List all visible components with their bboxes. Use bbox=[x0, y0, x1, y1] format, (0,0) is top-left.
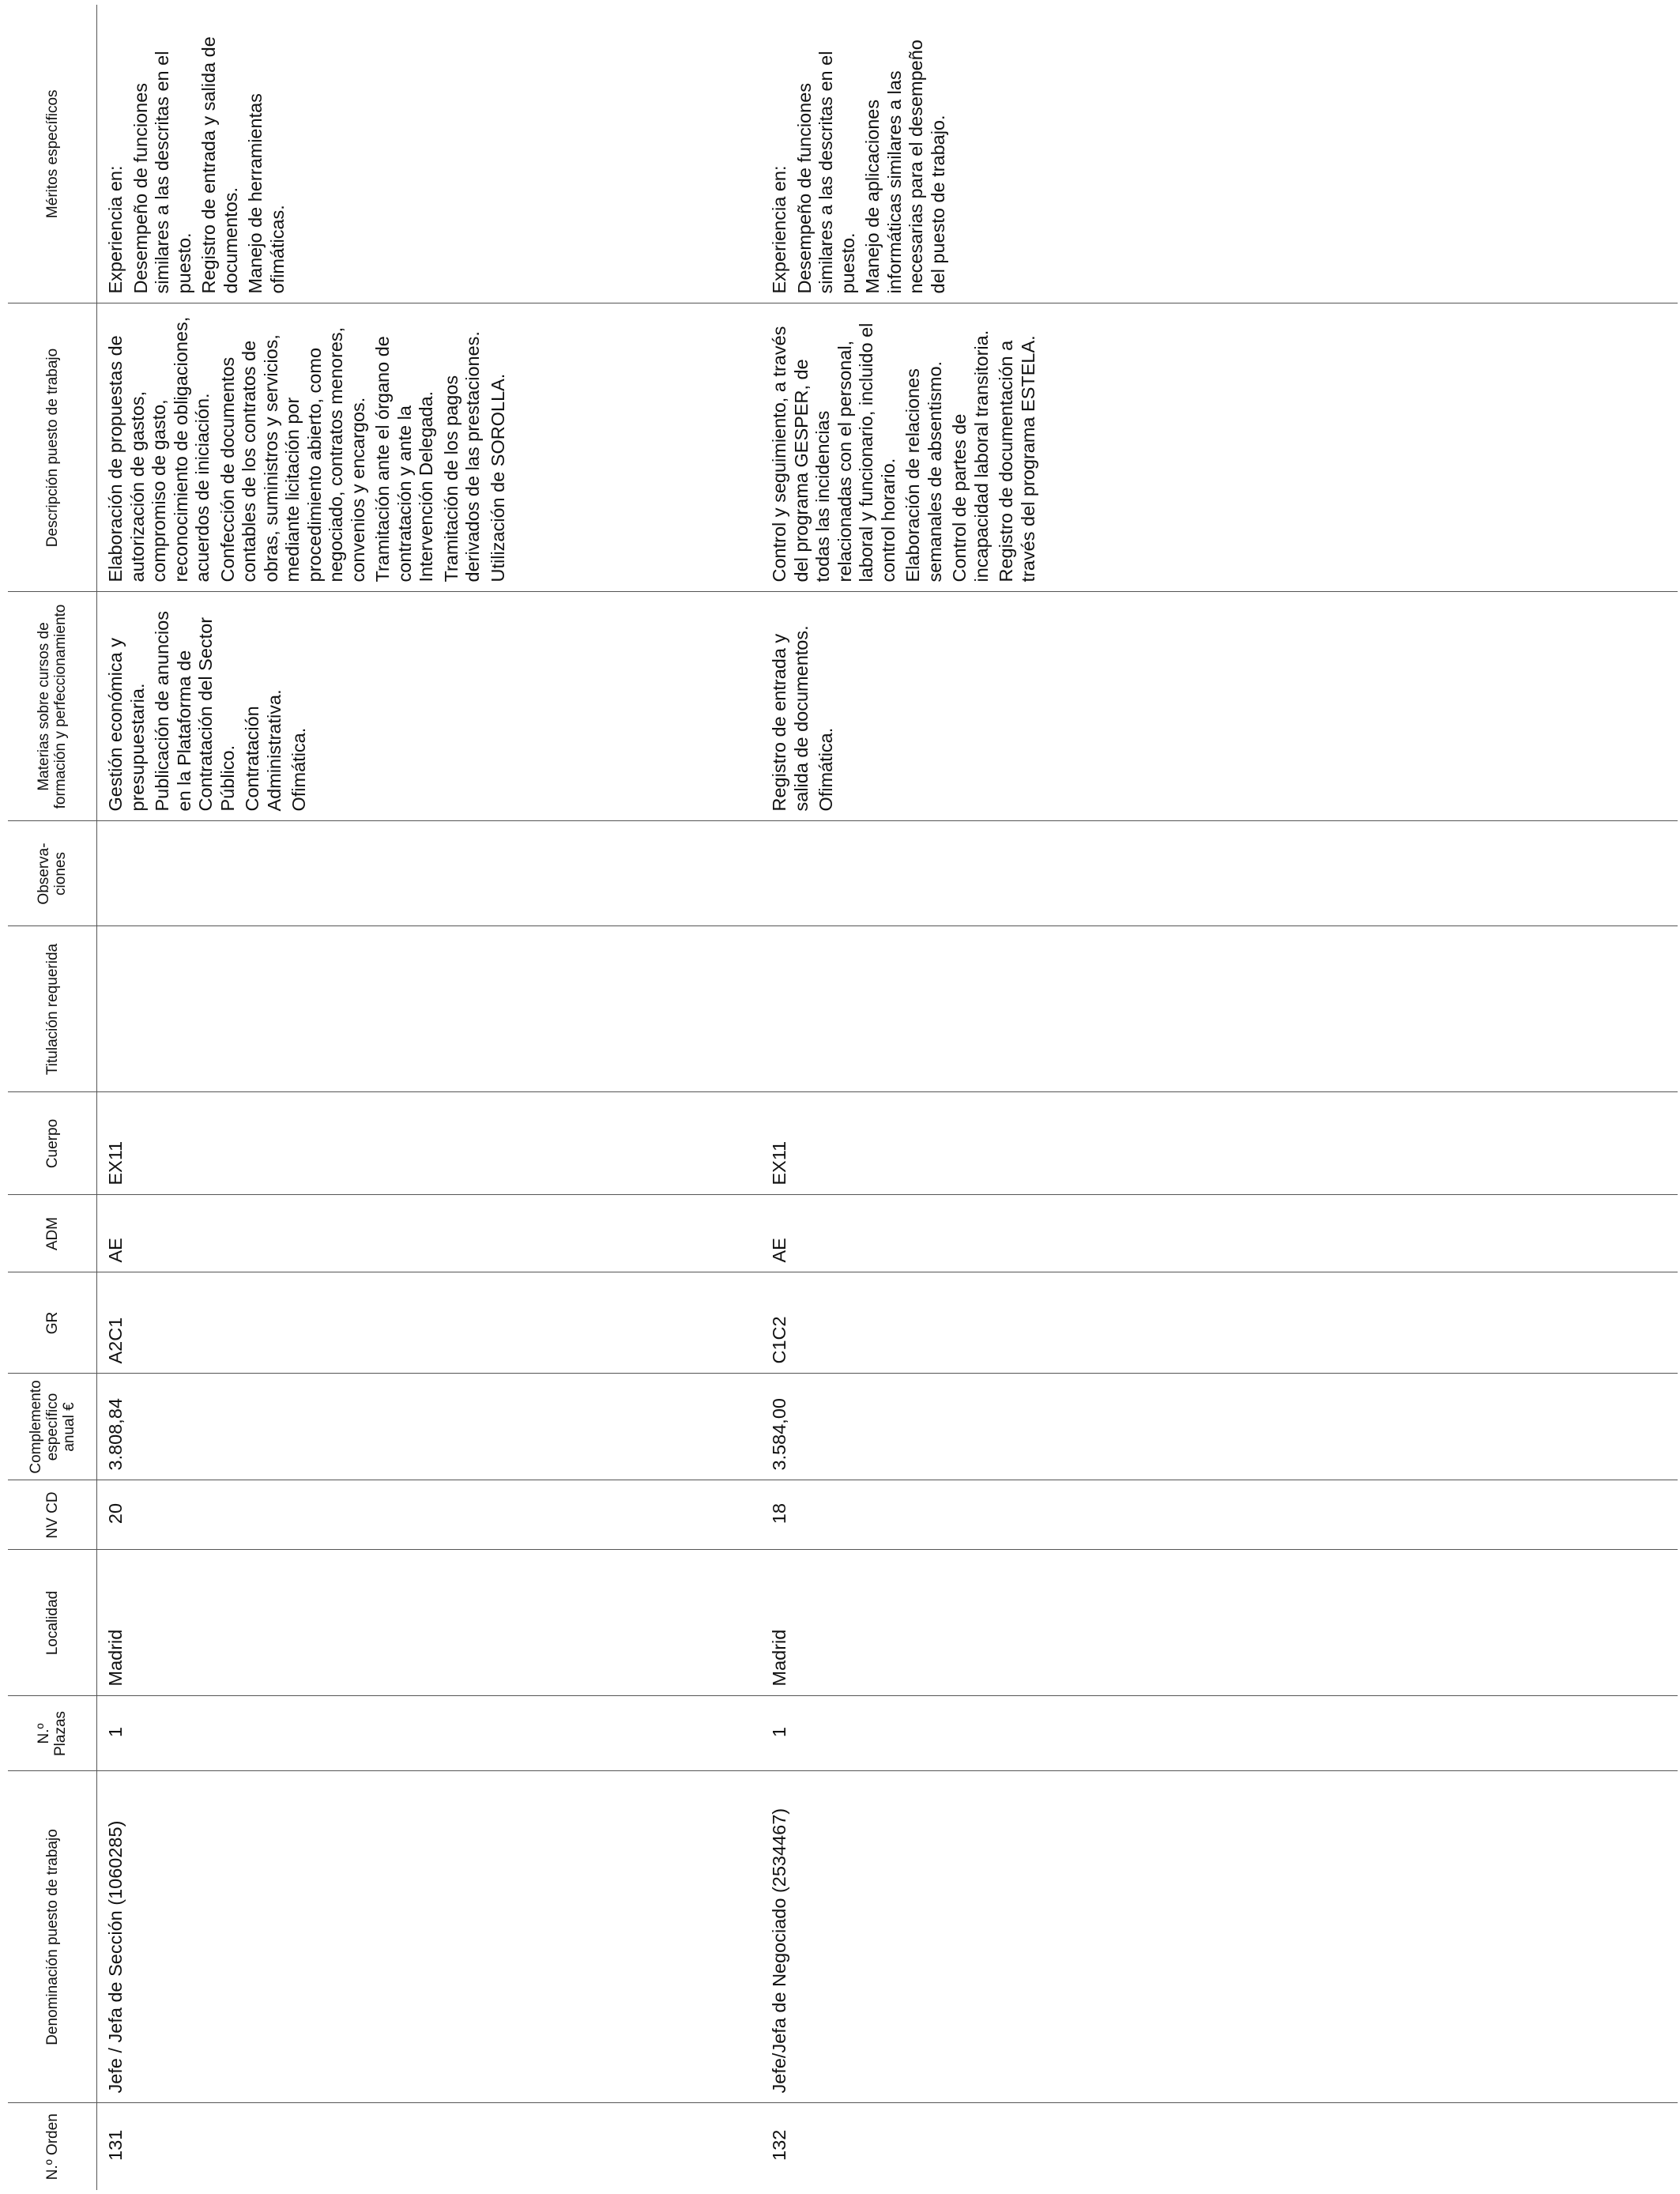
col-header-orden: N.º Orden bbox=[8, 2103, 97, 2190]
merito-item: Desempeño de funciones similares a las descritas en el puesto. bbox=[793, 51, 858, 294]
col-header-grupo: GR bbox=[8, 1272, 97, 1374]
descripcion-item: Registro de documentación a través del programa ESTELA. bbox=[996, 335, 1038, 582]
cell-descripcion bbox=[97, 303, 762, 592]
cell-descripcion bbox=[761, 303, 1678, 592]
merito-item: Registro de entrada y salida de documentos. bbox=[198, 36, 241, 294]
merito-item: Experiencia en: bbox=[769, 165, 789, 294]
cell-localidad: Madrid bbox=[761, 1550, 1678, 1696]
cell-complemento: 3.808,84 bbox=[97, 1374, 762, 1480]
descripcion-item: Control de partes de incapacidad laboral transitoria. bbox=[949, 330, 992, 582]
cell-nivel: 18 bbox=[761, 1480, 1678, 1550]
cell-plazas: 1 bbox=[97, 1696, 762, 1771]
col-header-observaciones: Observa- ciones bbox=[8, 821, 97, 926]
col-header-localidad: Localidad bbox=[8, 1550, 97, 1696]
descripcion-item: Utilización de SOROLLA. bbox=[487, 373, 508, 582]
cell-localidad: Madrid bbox=[97, 1550, 762, 1696]
materia-item: Registro de entrada y salida de documentos. bbox=[769, 625, 812, 812]
table-row bbox=[97, 5, 762, 2190]
col-header-adm: ADM bbox=[8, 1195, 97, 1272]
materia-item: Ofimática. bbox=[288, 727, 309, 812]
table-row bbox=[761, 5, 1678, 2190]
col-header-nivel: NV CD bbox=[8, 1480, 97, 1550]
cell-meritos bbox=[761, 5, 1678, 303]
cell-grupo: C1C2 bbox=[761, 1272, 1678, 1374]
cell-observaciones bbox=[761, 821, 1678, 926]
merito-item: Experiencia en: bbox=[105, 165, 126, 294]
col-header-complemento: Complemento específico anual € bbox=[8, 1374, 97, 1480]
cell-plazas: 1 bbox=[761, 1696, 1678, 1771]
cell-cuerpo: EX11 bbox=[97, 1092, 762, 1195]
header-row bbox=[8, 5, 97, 2190]
col-header-meritos: Méritos específicos bbox=[8, 5, 97, 303]
col-header-denominacion: Denominación puesto de trabajo bbox=[8, 1771, 97, 2103]
materia-item: Ofimática. bbox=[816, 727, 836, 812]
cell-materias bbox=[761, 592, 1678, 821]
descripcion-item: Elaboración de propuestas de autorización de gastos, compromiso de gasto, reconocimiento de obligaciones, acuerdos de iniciación. bbox=[105, 316, 213, 582]
descripcion-item: Tramitación de los pagos derivados de las prestaciones. bbox=[440, 331, 483, 582]
descripcion-item: Control y seguimiento, a través del programa GESPER, de todas las incidencias relacionadas con el personal, laboral y funcionario, incluido el control horario. bbox=[769, 322, 898, 582]
col-header-titulacion: Titulación requerida bbox=[8, 926, 97, 1092]
descripcion-item: Confección de documentos contables de los contratos de obras, suministros y servicios, mediante licitación por procedimiento abierto, como negociado, contratos menores, convenios y encargos. bbox=[217, 326, 368, 582]
descripcion-item: Elaboración de relaciones semanales de absentismo. bbox=[902, 360, 945, 582]
puestos-table bbox=[8, 5, 1678, 2190]
cell-orden: 132 bbox=[761, 2103, 1678, 2190]
cell-cuerpo: EX11 bbox=[761, 1092, 1678, 1195]
merito-item: Manejo de aplicaciones informáticas similares a las necesarias para el desempeño del puesto de trabajo. bbox=[862, 40, 948, 294]
cell-grupo: A2C1 bbox=[97, 1272, 762, 1374]
col-header-materias: Materias sobre cursos de formación y perfeccionamiento bbox=[8, 592, 97, 821]
materia-item: Publicación de anuncios en la Plataforma de Contratación del Sector Público. bbox=[152, 611, 238, 812]
materia-item: Gestión económica y presupuestaria. bbox=[105, 638, 148, 812]
col-header-plazas: N.º Plazas bbox=[8, 1696, 97, 1771]
cell-titulacion bbox=[761, 926, 1678, 1092]
cell-orden: 131 bbox=[97, 2103, 762, 2190]
cell-nivel: 20 bbox=[97, 1480, 762, 1550]
descripcion-item: Tramitación ante el órgano de contratación y ante la Intervención Delegada. bbox=[372, 336, 436, 582]
cell-titulacion bbox=[97, 926, 762, 1092]
col-header-descripcion: Descripción puesto de trabajo bbox=[8, 303, 97, 592]
merito-item: Desempeño de funciones similares a las descritas en el puesto. bbox=[130, 51, 194, 294]
cell-complemento: 3.584,00 bbox=[761, 1374, 1678, 1480]
cell-observaciones bbox=[97, 821, 762, 926]
cell-meritos bbox=[97, 5, 762, 303]
cell-materias bbox=[97, 592, 762, 821]
merito-item: Manejo de herramientas ofimáticas. bbox=[245, 93, 288, 294]
cell-adm: AE bbox=[97, 1195, 762, 1272]
cell-adm: AE bbox=[761, 1195, 1678, 1272]
col-header-cuerpo: Cuerpo bbox=[8, 1092, 97, 1195]
cell-denominacion: Jefe/Jefa de Negociado (2534467) bbox=[761, 1771, 1678, 2103]
cell-denominacion: Jefe / Jefa de Sección (1060285) bbox=[97, 1771, 762, 2103]
materia-item: Contratación Administrativa. bbox=[242, 689, 284, 812]
